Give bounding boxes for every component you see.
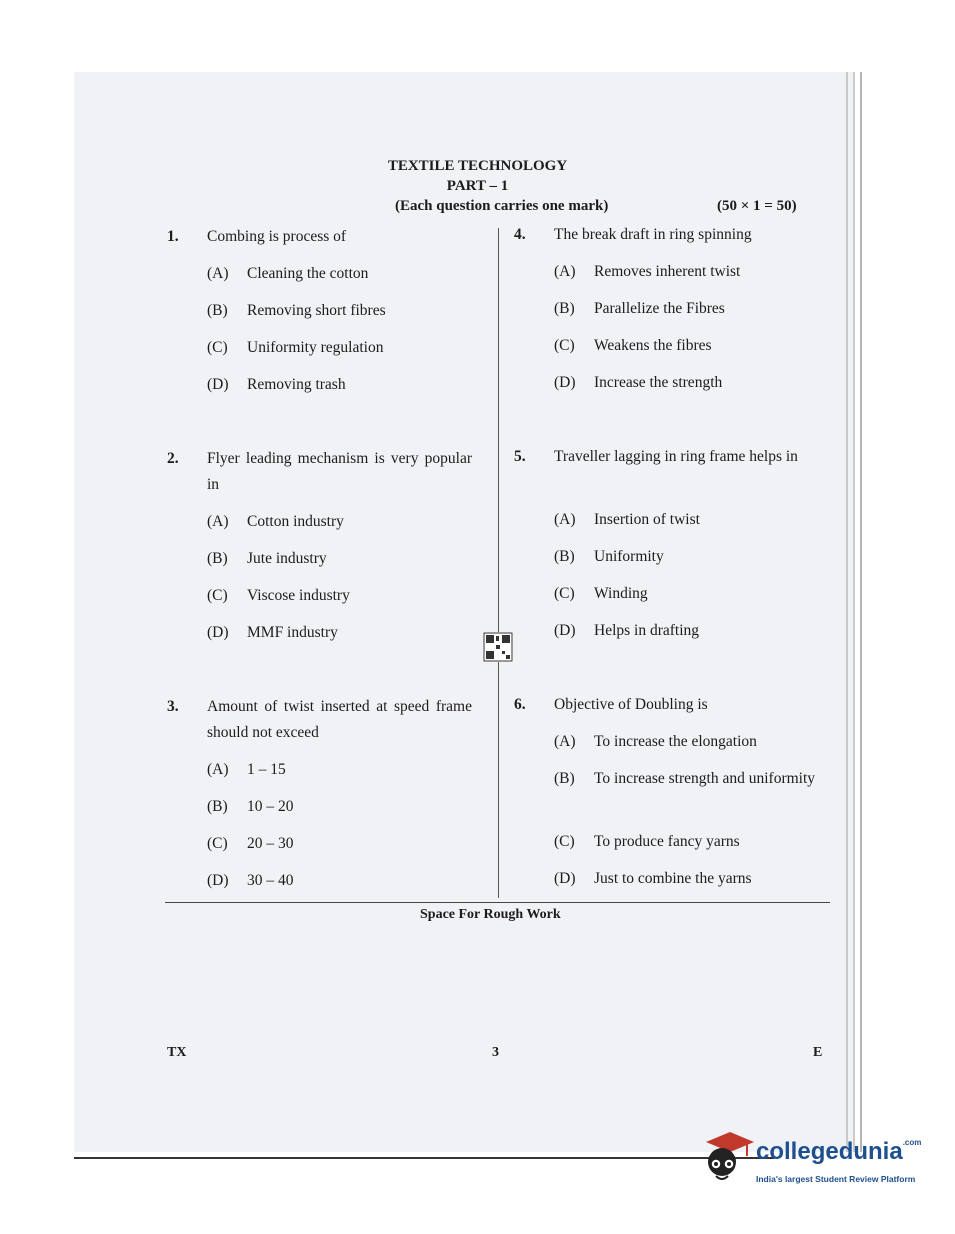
question-number: 1. bbox=[167, 228, 179, 245]
option-a: (A) Cleaning the cotton bbox=[207, 265, 369, 282]
option-c: (C) Uniformity regulation bbox=[207, 339, 384, 356]
logo-wordmark: collegedunia$^{.com}$ bbox=[756, 1138, 922, 1165]
question-2 bbox=[167, 446, 477, 656]
page-edge bbox=[853, 72, 855, 1152]
option-d: (D) MMF industry bbox=[207, 624, 338, 641]
option-b: (B) Jute industry bbox=[207, 550, 327, 567]
option-c: (C) 20 – 30 bbox=[207, 835, 294, 852]
bottom-rule bbox=[74, 1157, 774, 1159]
part-heading: PART – 1 bbox=[446, 178, 509, 194]
option-b: (B) To increase strength and uniformity bbox=[554, 770, 816, 787]
question-text: Combing is process of bbox=[207, 228, 347, 245]
option-d: (D) Just to combine the yarns bbox=[554, 870, 752, 887]
question-4 bbox=[514, 222, 824, 402]
question-number: 5. bbox=[514, 448, 526, 465]
option-d: (D) Increase the strength bbox=[554, 374, 723, 391]
option-b: (B) 10 – 20 bbox=[207, 798, 294, 815]
column-divider bbox=[498, 228, 499, 898]
mascot-icon bbox=[700, 1128, 756, 1198]
option-b: (B) Removing short fibres bbox=[207, 302, 386, 319]
footer-version: E bbox=[813, 1045, 823, 1060]
page-number: 3 bbox=[492, 1045, 499, 1060]
option-a: (A) Cotton industry bbox=[207, 513, 344, 530]
option-d: (D) Removing trash bbox=[207, 376, 346, 393]
option-a: (A) To increase the elongation bbox=[554, 733, 757, 750]
section-divider bbox=[165, 902, 830, 903]
option-d: (D) Helps in drafting bbox=[554, 622, 700, 639]
question-text: Amount of twist inserted at speed frame should not exceed bbox=[207, 698, 472, 741]
question-text: The break draft in ring spinning bbox=[554, 226, 752, 243]
question-number: 2. bbox=[167, 450, 179, 467]
page-edge bbox=[846, 72, 848, 1152]
question-5 bbox=[514, 444, 824, 654]
option-d: (D) 30 – 40 bbox=[207, 872, 294, 889]
marks-note: (Each question carries one mark) bbox=[395, 198, 609, 214]
collegedunia-logo bbox=[700, 1128, 930, 1198]
question-number: 4. bbox=[514, 226, 526, 243]
section-title: TEXTILE TECHNOLOGY bbox=[387, 158, 568, 174]
option-b: (B) Parallelize the Fibres bbox=[554, 300, 725, 317]
question-1 bbox=[167, 224, 477, 404]
question-number: 3. bbox=[167, 698, 179, 715]
option-c: (C) To produce fancy yarns bbox=[554, 833, 740, 850]
logo-tagline: India's largest Student Review Platform bbox=[756, 1174, 916, 1184]
question-text: Objective of Doubling is bbox=[554, 696, 708, 713]
question-number: 6. bbox=[514, 696, 526, 713]
question-text: Traveller lagging in ring frame helps in bbox=[554, 448, 798, 465]
page-edge bbox=[860, 72, 862, 1152]
option-b: (B) Uniformity bbox=[554, 548, 664, 565]
question-6 bbox=[514, 692, 824, 902]
option-c: (C) Winding bbox=[554, 585, 648, 602]
option-c: (C) Viscose industry bbox=[207, 587, 350, 604]
question-text: Flyer leading mechanism is very popular in bbox=[207, 450, 472, 493]
total-marks: (50 × 1 = 50) bbox=[717, 198, 797, 214]
option-c: (C) Weakens the fibres bbox=[554, 337, 712, 354]
qr-code-icon bbox=[483, 632, 513, 662]
footer-code: TX bbox=[167, 1045, 187, 1060]
option-a: (A) 1 – 15 bbox=[207, 761, 286, 778]
question-3 bbox=[167, 694, 477, 904]
option-a: (A) Insertion of twist bbox=[554, 511, 700, 528]
option-a: (A) Removes inherent twist bbox=[554, 263, 741, 280]
rough-work-label: Space For Rough Work bbox=[420, 907, 561, 922]
